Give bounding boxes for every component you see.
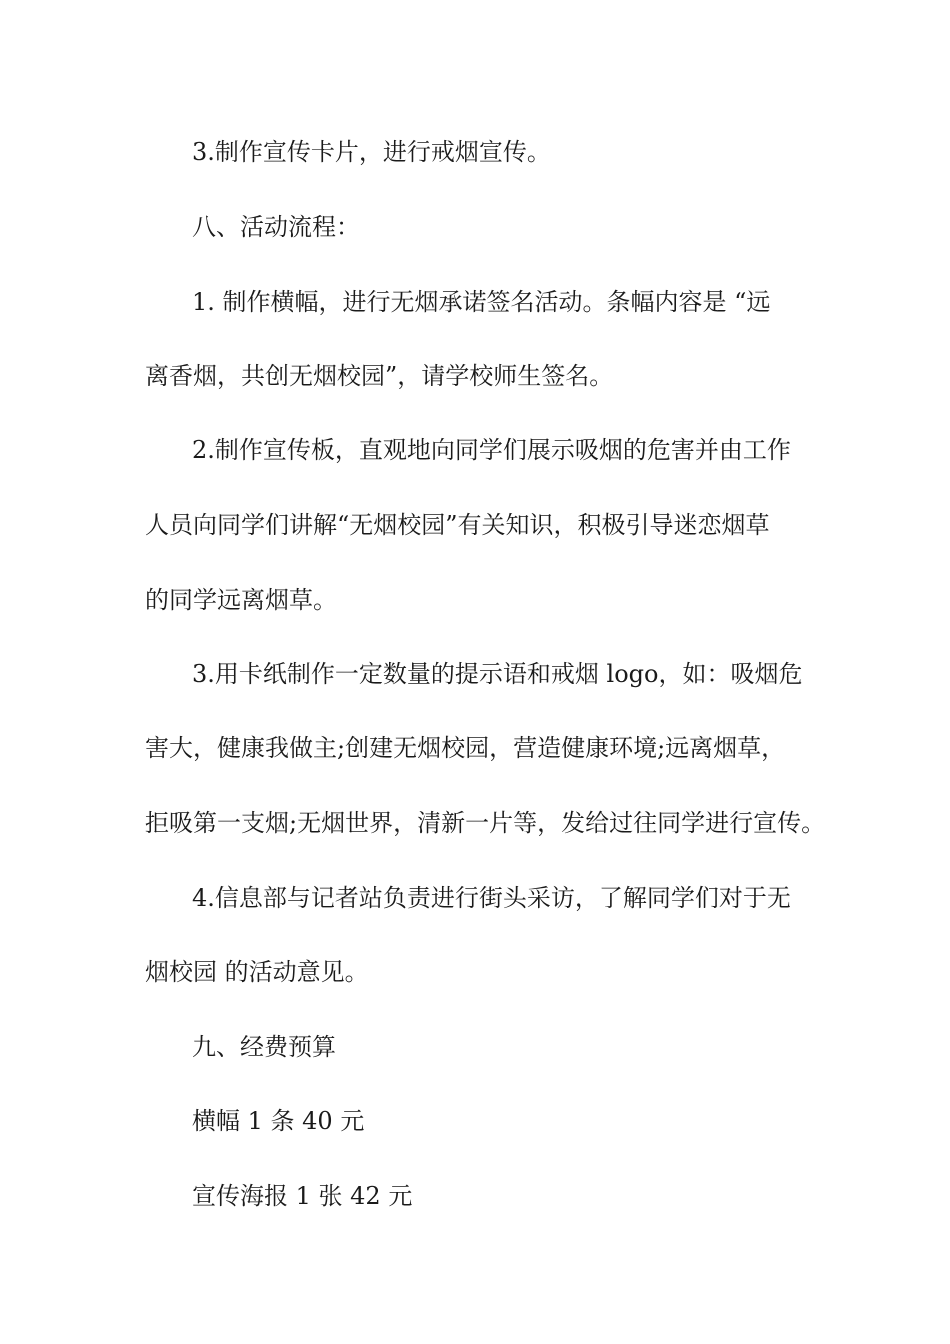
flow-item-4-line-2: 烟校园 的活动意见。 bbox=[145, 958, 369, 986]
flow-item-2-line-1: 2.制作宣传板，直观地向同学们展示吸烟的危害并由工作 bbox=[192, 436, 791, 464]
budget-item-banner: 横幅 1 条 40 元 bbox=[192, 1107, 365, 1135]
flow-item-4-line-1: 4.信息部与记者站负责进行街头采访，了解同学们对于无 bbox=[192, 884, 791, 912]
budget-item-poster: 宣传海报 1 张 42 元 bbox=[192, 1182, 413, 1210]
flow-item-1-line-1: 1. 制作横幅，进行无烟承诺签名活动。条幅内容是 “远 bbox=[192, 288, 771, 316]
flow-item-1-line-2: 离香烟，共创无烟校园”，请学校师生签名。 bbox=[145, 362, 614, 390]
item-3-prepare-cards: 3.制作宣传卡片，进行戒烟宣传。 bbox=[192, 138, 551, 166]
flow-item-2-line-3: 的同学远离烟草。 bbox=[145, 586, 337, 614]
section-8-heading: 八、活动流程： bbox=[192, 213, 360, 241]
flow-item-2-line-2: 人员向同学们讲解“无烟校园”有关知识，积极引导迷恋烟草 bbox=[145, 511, 770, 539]
flow-item-3-line-2: 害大，健康我做主;创建无烟校园，营造健康环境;远离烟草， bbox=[145, 734, 786, 762]
flow-item-3-line-1: 3.用卡纸制作一定数量的提示语和戒烟 logo，如：吸烟危 bbox=[192, 660, 803, 688]
section-9-heading: 九、经费预算 bbox=[192, 1033, 336, 1061]
flow-item-3-line-3: 拒吸第一支烟;无烟世界，清新一片等，发给过往同学进行宣传。 bbox=[145, 809, 826, 837]
